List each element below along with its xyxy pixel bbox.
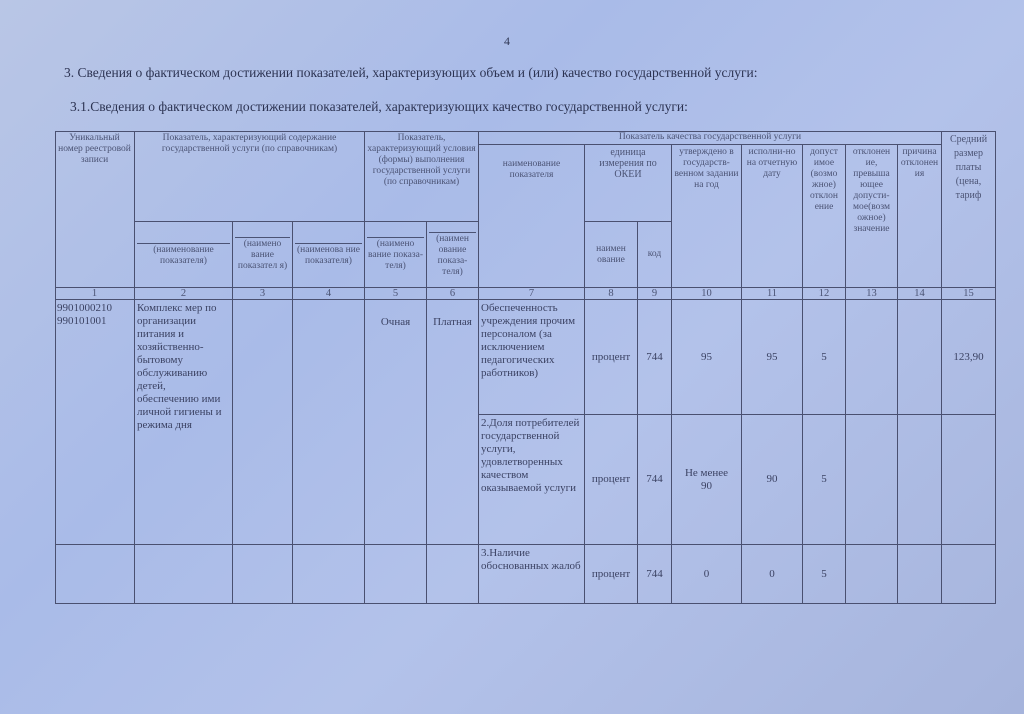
form-c6-cell: Платная bbox=[427, 300, 479, 545]
row3-executed: 0 bbox=[742, 545, 803, 604]
row3-reason bbox=[898, 545, 942, 604]
col-num-13: 13 bbox=[846, 288, 898, 300]
row3-content-c2 bbox=[135, 545, 233, 604]
row1-indicator-name: Обеспеченность учреждения прочим персоналом (за исключением педагогических работников) bbox=[479, 300, 585, 415]
header-sub-c4: (наименова ние показателя) bbox=[293, 222, 365, 288]
header-registry-number: Уникальный номер реестровой записи bbox=[55, 131, 135, 288]
col-num-15: 15 bbox=[942, 288, 996, 300]
row2-approved: Не менее 90 bbox=[672, 415, 742, 545]
section-heading: 3. Сведения о фактическом достижении показателей, характеризующих объем и (или) качество государственной услуги: bbox=[64, 65, 758, 80]
row2-indicator-name: 2.Доля потребителей государственной услуги, удовлетворенных качеством оказываемой услуги bbox=[479, 415, 585, 545]
form-c5-cell: Очная bbox=[365, 300, 427, 545]
header-conditions-indicator: Показатель, характеризующий условия (формы) выполнения государственной услуги (по справочникам) bbox=[365, 131, 479, 222]
header-approved: утверждено в государств-венном задании на год bbox=[672, 145, 742, 288]
quality-indicators-table bbox=[55, 131, 996, 604]
row2-excess bbox=[846, 415, 898, 545]
col-num-5: 5 bbox=[365, 288, 427, 300]
row3-approved: 0 bbox=[672, 545, 742, 604]
row3-allowed: 5 bbox=[803, 545, 846, 604]
row3-indicator-name: 3.Наличие обоснованных жалоб bbox=[479, 545, 585, 604]
header-excess-deviation: отклонен ие, превыша ющее допусти-мое(возм ожное) значение bbox=[846, 145, 898, 288]
header-okei-code: код bbox=[638, 222, 672, 288]
header-deviation-reason: причина отклонен ия bbox=[898, 145, 942, 288]
row1-excess bbox=[846, 300, 898, 415]
col-num-4: 4 bbox=[293, 288, 365, 300]
row1-code: 744 bbox=[638, 300, 672, 415]
col-num-11: 11 bbox=[742, 288, 803, 300]
row3-unit: процент bbox=[585, 545, 638, 604]
col-num-10: 10 bbox=[672, 288, 742, 300]
row2-reason bbox=[898, 415, 942, 545]
header-allowed-deviation: допуст имое (возмо жное) отклон ение bbox=[803, 145, 846, 288]
header-okei-unit: единица измерения по ОКЕИ bbox=[585, 145, 672, 222]
row1-reason bbox=[898, 300, 942, 415]
row2-code: 744 bbox=[638, 415, 672, 545]
col-num-8: 8 bbox=[585, 288, 638, 300]
avg-payment-cell: 123,90 bbox=[942, 300, 996, 415]
row3-form-c5 bbox=[365, 545, 427, 604]
page-number: 4 bbox=[504, 34, 510, 48]
header-content-indicator: Показатель, характеризующий содержание государственной услуги (по справочникам) bbox=[135, 131, 365, 222]
col-num-1: 1 bbox=[55, 288, 135, 300]
subsection-heading: 3.1.Сведения о фактическом достижении показателей, характеризующих качество государственной услуги: bbox=[70, 99, 688, 114]
col-num-3: 3 bbox=[233, 288, 293, 300]
header-executed: исполни-но на отчетную дату bbox=[742, 145, 803, 288]
col-num-9: 9 bbox=[638, 288, 672, 300]
header-quality-indicator: Показатель качества государственной услуги bbox=[479, 131, 942, 145]
row3-registry-number bbox=[55, 545, 135, 604]
row3-form-c6 bbox=[427, 545, 479, 604]
header-indicator-name: наименование показателя bbox=[479, 145, 585, 288]
header-sub-c6: (наимен ование показа-теля) bbox=[427, 222, 479, 288]
col-num-7: 7 bbox=[479, 288, 585, 300]
row2-avg-payment bbox=[942, 415, 996, 545]
row1-unit: процент bbox=[585, 300, 638, 415]
header-sub-c5: (наимено вание показа-теля) bbox=[365, 222, 427, 288]
row1-executed: 95 bbox=[742, 300, 803, 415]
row3-code: 744 bbox=[638, 545, 672, 604]
col-num-12: 12 bbox=[803, 288, 846, 300]
row2-allowed: 5 bbox=[803, 415, 846, 545]
content-c3-cell bbox=[233, 300, 293, 545]
header-sub-c3: (наимено вание показател я) bbox=[233, 222, 293, 288]
content-indicator-cell: Комплекс мер по организации питания и хозяйственно-бытовому обслуживанию детей, обеспечению ими личной гигиены и режима дня bbox=[135, 300, 233, 545]
row1-allowed: 5 bbox=[803, 300, 846, 415]
col-num-14: 14 bbox=[898, 288, 942, 300]
row3-excess bbox=[846, 545, 898, 604]
header-okei-name: наимен ование bbox=[585, 222, 638, 288]
row2-unit: процент bbox=[585, 415, 638, 545]
row3-content-c4 bbox=[293, 545, 365, 604]
header-avg-payment: Средний размер платы (цена, тариф bbox=[942, 131, 996, 288]
col-num-2: 2 bbox=[135, 288, 233, 300]
content-c4-cell bbox=[293, 300, 365, 545]
row3-content-c3 bbox=[233, 545, 293, 604]
registry-number-cell: 9901000210 990101001 bbox=[55, 300, 135, 545]
col-num-6: 6 bbox=[427, 288, 479, 300]
header-sub-c2: (наименование показателя) bbox=[135, 222, 233, 288]
row3-avg-payment bbox=[942, 545, 996, 604]
row1-approved: 95 bbox=[672, 300, 742, 415]
row2-executed: 90 bbox=[742, 415, 803, 545]
